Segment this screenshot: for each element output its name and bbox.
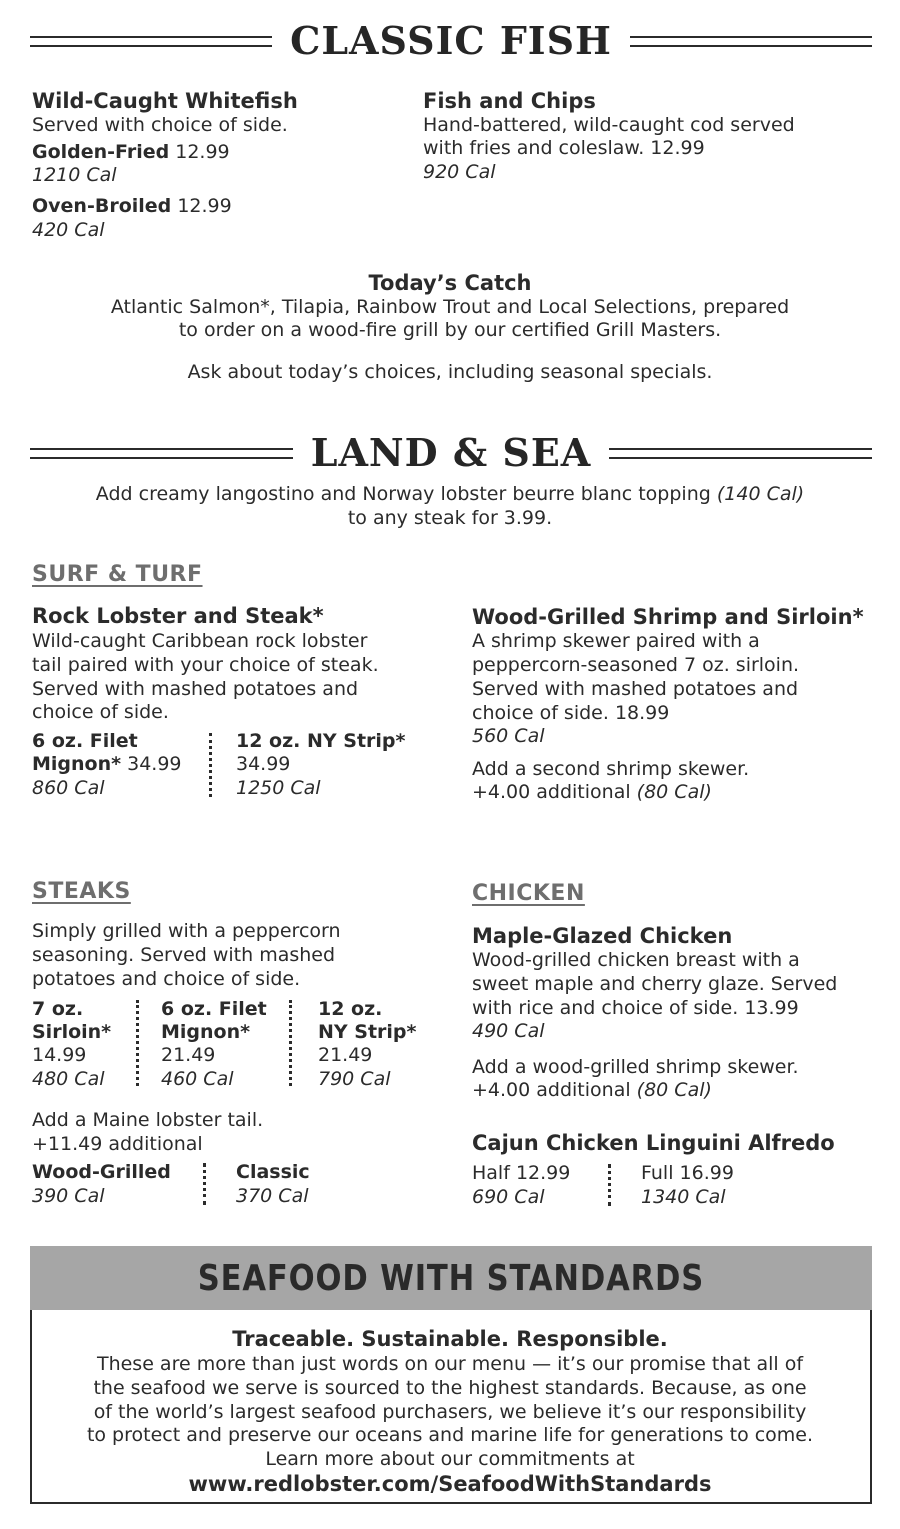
cajun-chicken-name: Cajun Chicken Linguini Alfredo xyxy=(472,1131,835,1155)
option-divider xyxy=(608,1164,611,1206)
rock-opt1-price: 34.99 xyxy=(127,753,182,775)
rock-opt1-line2 xyxy=(32,752,182,776)
shrimp-sirloin-desc-2: peppercorn-seasoned 7 oz. sirloin. xyxy=(472,654,800,676)
oven-broiled-name: Oven-Broiled xyxy=(32,195,172,217)
standards-body-5: Learn more about our commitments at xyxy=(265,1448,635,1470)
shrimp-sirloin-add-2 xyxy=(472,780,712,804)
standards-banner xyxy=(30,1246,872,1310)
steak-opt1-line2: Sirloin* xyxy=(32,1021,112,1043)
chicken-heading: CHICKEN xyxy=(472,881,585,906)
classic-fish-header xyxy=(30,18,872,63)
lobster-tail-add-1: Add a Maine lobster tail. xyxy=(32,1109,264,1131)
maple-chicken-add-2 xyxy=(472,1078,712,1102)
shrimp-sirloin-add-1: Add a second shrimp skewer. xyxy=(472,758,750,780)
maple-chicken-name: Maple-Glazed Chicken xyxy=(472,924,733,948)
rock-lobster-name: Rock Lobster and Steak* xyxy=(32,604,324,628)
todays-catch-name: Today’s Catch xyxy=(368,271,532,295)
standards-body-4: to protect and preserve our oceans and marine life for generations to come. xyxy=(86,1424,814,1446)
fish-chips-desc-1: Hand-battered, wild-caught cod served xyxy=(423,114,795,136)
cajun-half-price: 12.99 xyxy=(515,1162,571,1184)
option-divider xyxy=(289,1000,292,1086)
fish-chips-name: Fish and Chips xyxy=(423,89,596,113)
lobster-classic-name: Classic xyxy=(236,1161,310,1183)
todays-catch-line-1: Atlantic Salmon*, Tilapia, Rainbow Trout and Local Selections, prepared xyxy=(110,296,790,318)
maple-chicken-add-text: +4.00 additional xyxy=(472,1079,631,1101)
standards-url-link[interactable]: www.redlobster.com/SeafoodWithStandards xyxy=(188,1472,712,1496)
fish-chips-desc-text: with fries and coleslaw. xyxy=(423,137,645,159)
fish-chips-desc-2 xyxy=(423,136,705,160)
todays-catch-note: Ask about today’s choices, including seasonal specials. xyxy=(187,361,713,383)
standards-body-1: These are more than just words on our menu — it’s our promise that all of xyxy=(96,1353,804,1375)
cajun-half-label: Half xyxy=(472,1162,510,1184)
header-rule-right xyxy=(630,36,872,47)
shrimp-sirloin-desc-text: choice of side. xyxy=(472,702,609,724)
standards-tagline: Traceable. Sustainable. Responsible. xyxy=(232,1327,668,1351)
steak-opt1-line1: 7 oz. xyxy=(32,998,84,1020)
oven-broiled-cal: 420 Cal xyxy=(32,219,105,241)
steak-opt2-cal: 460 Cal xyxy=(161,1068,234,1090)
lobster-wood-grilled-cal: 390 Cal xyxy=(32,1185,105,1207)
cajun-full-cal: 1340 Cal xyxy=(641,1186,726,1208)
steaks-desc-3: potatoes and choice of side. xyxy=(32,968,301,990)
land-sea-intro-text: Add creamy langostino and Norway lobster beurre blanc topping xyxy=(95,483,711,505)
standards-body-2: the seafood we serve is sourced to the highest standards. Because, as one xyxy=(93,1377,807,1399)
steak-opt1-price: 14.99 xyxy=(32,1044,87,1066)
option-divider xyxy=(203,1163,206,1205)
land-sea-intro-1 xyxy=(0,482,900,506)
steak-opt2-price: 21.49 xyxy=(161,1044,216,1066)
cajun-full-label: Full xyxy=(641,1162,674,1184)
header-rule-left xyxy=(30,448,293,459)
shrimp-sirloin-name: Wood-Grilled Shrimp and Sirloin* xyxy=(472,605,864,629)
cajun-half-option xyxy=(472,1161,570,1185)
rock-opt1-cal: 860 Cal xyxy=(32,777,105,799)
fish-chips-cal: 920 Cal xyxy=(423,161,496,183)
classic-fish-title: CLASSIC FISH xyxy=(290,18,612,63)
rock-opt2-name: 12 oz. NY Strip* xyxy=(236,730,406,752)
shrimp-sirloin-price: 18.99 xyxy=(614,702,670,724)
header-rule-left xyxy=(30,36,272,47)
rock-lobster-desc-4: choice of side. xyxy=(32,701,169,723)
steak-opt2-line1: 6 oz. Filet xyxy=(161,998,267,1020)
land-sea-intro-2: to any steak for 3.99. xyxy=(347,507,553,529)
cajun-half-cal: 690 Cal xyxy=(472,1186,545,1208)
rock-lobster-desc-3: Served with mashed potatoes and xyxy=(32,678,359,700)
maple-chicken-add-cal: (80 Cal) xyxy=(636,1079,712,1101)
golden-fried-option xyxy=(32,140,230,164)
todays-catch-line-2: to order on a wood-fire grill by our certified Grill Masters. xyxy=(178,319,722,341)
shrimp-sirloin-desc-1: A shrimp skewer paired with a xyxy=(472,630,760,652)
shrimp-sirloin-cal: 560 Cal xyxy=(472,725,545,747)
shrimp-sirloin-desc-4 xyxy=(472,701,669,725)
steak-opt2-line2: Mignon* xyxy=(161,1021,251,1043)
rock-lobster-desc-1: Wild-caught Caribbean rock lobster xyxy=(32,630,368,652)
cajun-full-price: 16.99 xyxy=(679,1162,734,1184)
land-sea-header xyxy=(30,430,872,475)
steak-opt3-price: 21.49 xyxy=(318,1044,373,1066)
maple-chicken-cal: 490 Cal xyxy=(472,1020,545,1042)
header-rule-right xyxy=(609,448,872,459)
oven-broiled-option xyxy=(32,194,232,218)
lobster-classic-cal: 370 Cal xyxy=(236,1185,309,1207)
golden-fried-cal: 1210 Cal xyxy=(32,164,117,186)
rock-opt2-price: 34.99 xyxy=(236,753,291,775)
rock-opt1-line1: 6 oz. Filet xyxy=(32,730,138,752)
lobster-tail-add-2: +11.49 additional xyxy=(32,1133,203,1155)
maple-chicken-desc-text: with rice and choice of side. xyxy=(472,997,739,1019)
steaks-desc-2: seasoning. Served with mashed xyxy=(32,944,336,966)
maple-chicken-add-1: Add a wood-grilled shrimp skewer. xyxy=(472,1056,799,1078)
steaks-heading: STEAKS xyxy=(32,879,131,904)
standards-banner-title: SEAFOOD WITH STANDARDS xyxy=(197,1257,705,1299)
steaks-desc-1: Simply grilled with a peppercorn xyxy=(32,920,341,942)
option-divider xyxy=(136,1000,139,1086)
option-divider xyxy=(209,733,212,797)
land-sea-title: LAND & SEA xyxy=(310,430,592,475)
rock-opt1-name: Mignon* xyxy=(32,753,122,775)
maple-chicken-desc-1: Wood-grilled chicken breast with a xyxy=(472,949,800,971)
steak-opt3-line1: 12 oz. xyxy=(318,998,383,1020)
whitefish-name: Wild-Caught Whitefish xyxy=(32,89,298,113)
whitefish-desc: Served with choice of side. xyxy=(32,114,288,136)
maple-chicken-price: 13.99 xyxy=(744,997,799,1019)
rock-lobster-desc-2: tail paired with your choice of steak. xyxy=(32,654,379,676)
standards-body-3: of the world’s largest seafood purchasers, we believe it’s our responsibility xyxy=(93,1401,807,1423)
shrimp-sirloin-desc-3: Served with mashed potatoes and xyxy=(472,678,799,700)
cajun-full-option xyxy=(641,1161,734,1185)
shrimp-sirloin-add-text: +4.00 additional xyxy=(472,781,631,803)
steak-opt3-line2: NY Strip* xyxy=(318,1021,417,1043)
golden-fried-name: Golden-Fried xyxy=(32,141,170,163)
shrimp-sirloin-add-cal: (80 Cal) xyxy=(636,781,712,803)
maple-chicken-desc-2: sweet maple and cherry glaze. Served xyxy=(472,973,838,995)
surf-turf-heading: SURF & TURF xyxy=(32,562,203,587)
rock-opt2-cal: 1250 Cal xyxy=(236,777,321,799)
land-sea-intro-cal: (140 Cal) xyxy=(716,483,805,505)
steak-opt1-cal: 480 Cal xyxy=(32,1068,105,1090)
fish-chips-price: 12.99 xyxy=(650,137,705,159)
steak-opt3-cal: 790 Cal xyxy=(318,1068,391,1090)
maple-chicken-desc-3 xyxy=(472,996,799,1020)
oven-broiled-price: 12.99 xyxy=(177,195,232,217)
lobster-wood-grilled-name: Wood-Grilled xyxy=(32,1161,171,1183)
golden-fried-price: 12.99 xyxy=(175,141,230,163)
